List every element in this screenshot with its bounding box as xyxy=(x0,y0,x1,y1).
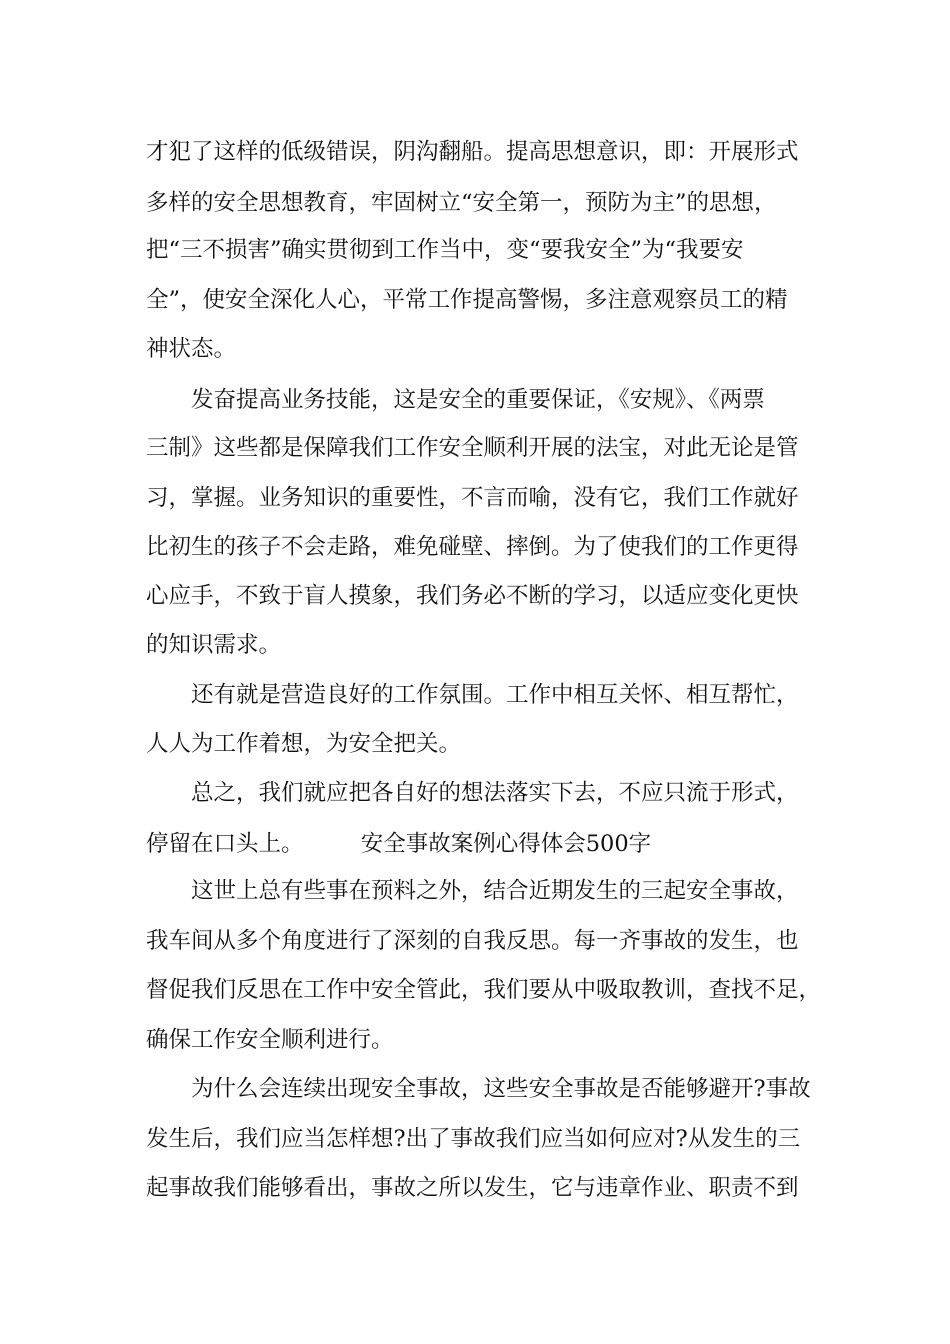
text-line: 人人为工作着想，为安全把关。 xyxy=(146,731,462,757)
text-line: 把“三不损害”确实贯彻到工作当中，变“要我安全”为“我要安 xyxy=(146,237,744,263)
text-line: 总之，我们就应把各自好的想法落实下去，不应只流于形式， xyxy=(191,780,799,806)
text-line: 的知识需求。 xyxy=(146,632,282,658)
text-line: 起事故我们能够看出，事故之所以发生，它与违章作业、职责不到 xyxy=(146,1175,799,1201)
text-line: 督促我们反思在工作中安全管此，我们要从中吸取教训，查找不足， xyxy=(146,977,822,1003)
text-line: 我车间从多个角度进行了深刻的自我反思。每一齐事故的发生，也 xyxy=(146,928,799,954)
text-line: 习，掌握。业务知识的重要性，不言而喻，没有它，我们工作就好 xyxy=(146,485,799,511)
text-line: 这世上总有些事在预料之外，结合近期发生的三起安全事故， xyxy=(191,878,799,904)
text-line: 心应手，不致于盲人摸象，我们务必不断的学习，以适应变化更快 xyxy=(146,583,799,609)
text-line: 发生后，我们应当怎样想?出了事故我们应当如何应对?从发生的三 xyxy=(146,1126,801,1152)
text-line: 全”，使安全深化人心，平常工作提高警惕，多注意观察员工的精 xyxy=(146,287,788,313)
text-line: 确保工作安全顺利进行。 xyxy=(146,1027,394,1053)
text-line: 三制》这些都是保障我们工作安全顺利开展的法宝，对此无论是管 xyxy=(146,435,799,461)
text-line: 神状态。 xyxy=(146,336,237,362)
text-line: 还有就是营造良好的工作氛围。工作中相互关怀、相互帮忙， xyxy=(191,682,799,708)
text-line: 停留在口头上。 安全事故案例心得体会500字 xyxy=(146,831,652,857)
text-line: 发奋提高业务技能，这是安全的重要保证，《安规》、《两票 xyxy=(191,387,765,413)
text-line: 为什么会连续出现安全事故，这些安全事故是否能够避开?事故 xyxy=(191,1076,811,1102)
text-line: 多样的安全思想教育，牢固树立“安全第一，预防为主”的思想， xyxy=(146,190,777,216)
text-line: 才犯了这样的低级错误，阴沟翻船。提高思想意识，即：开展形式 xyxy=(146,139,799,165)
text-line: 比初生的孩子不会走路，难免碰壁、摔倒。为了使我们的工作更得 xyxy=(146,534,799,560)
